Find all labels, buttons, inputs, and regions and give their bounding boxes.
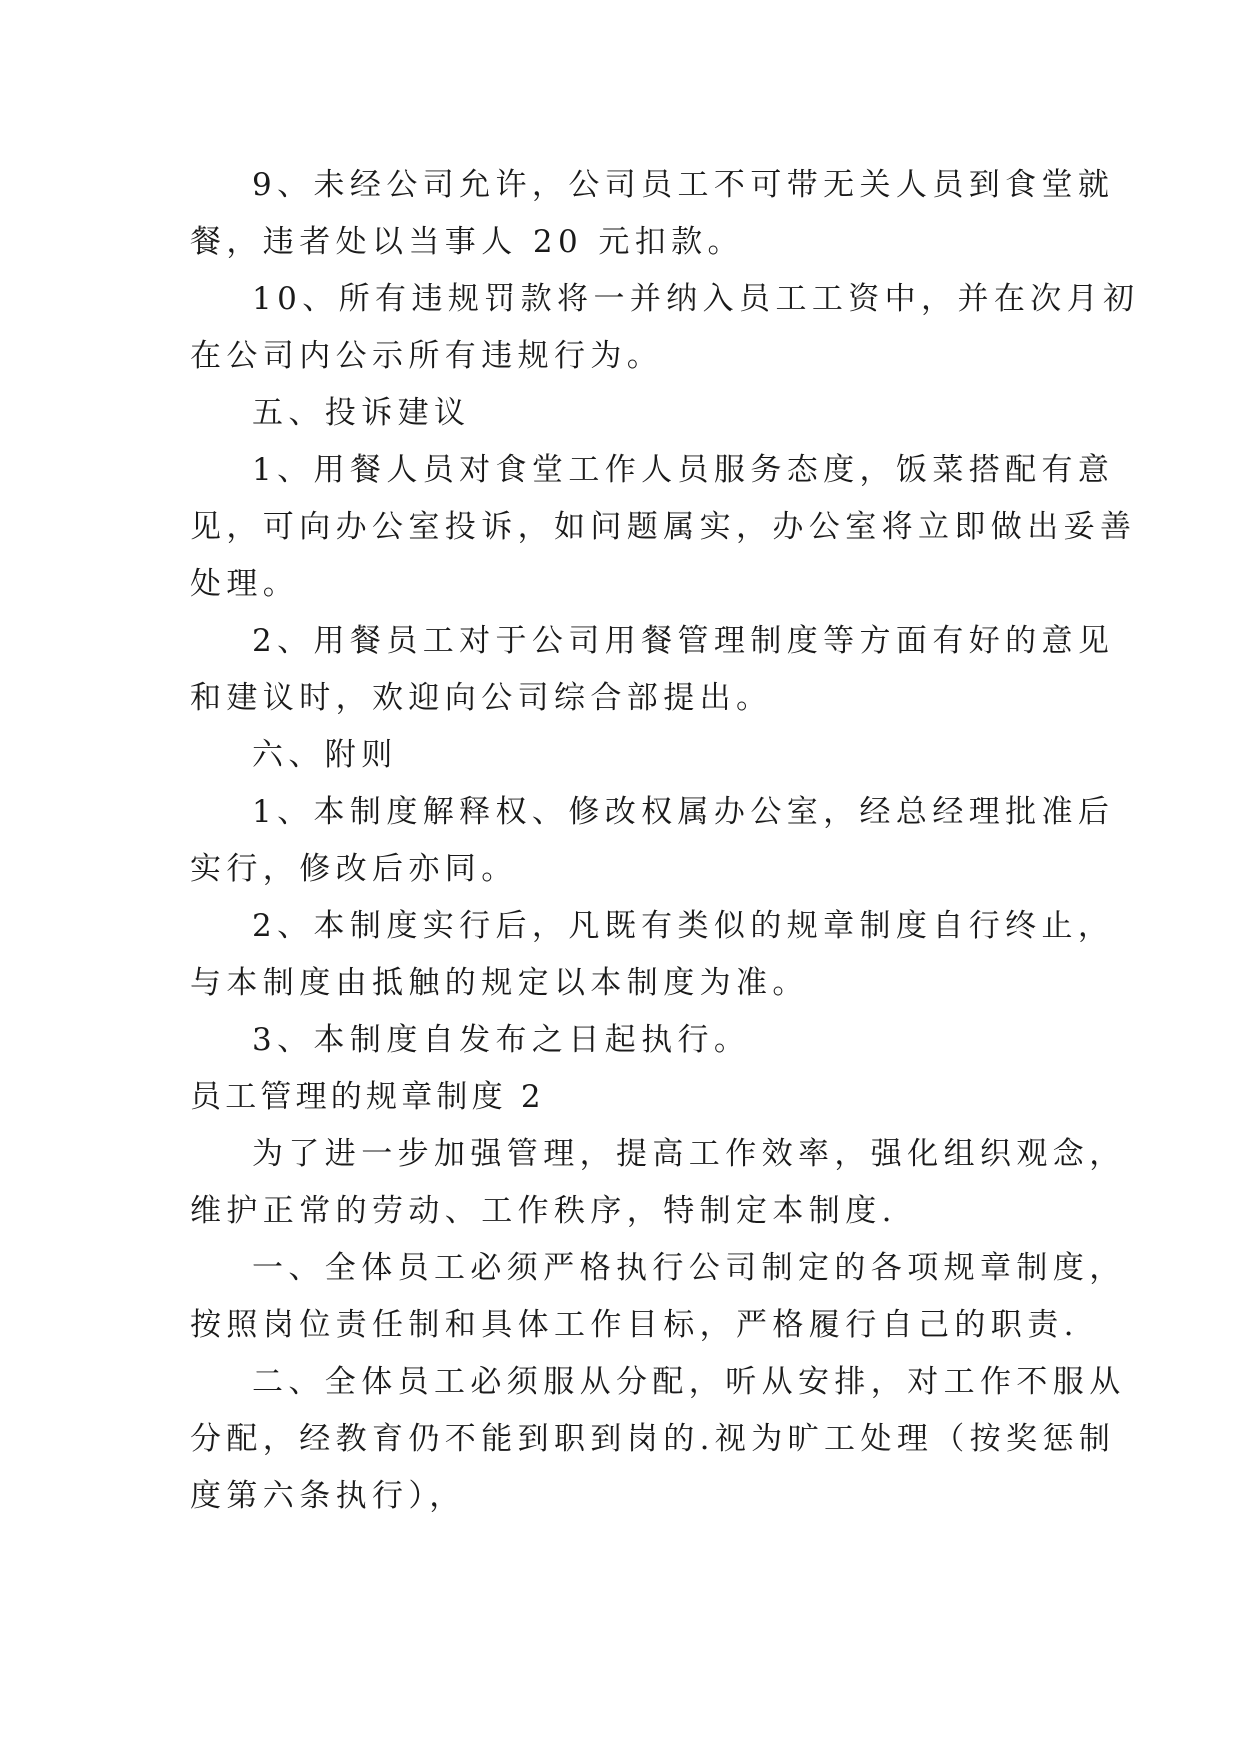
- paragraph-line: 1、用餐人员对食堂工作人员服务态度，饭菜搭配有意: [252, 452, 1115, 488]
- paragraph-line: 与本制度由抵触的规定以本制度为准。: [190, 965, 809, 1001]
- paragraph-line: 3、本制度自发布之日起执行。: [252, 1022, 751, 1058]
- paragraph-line: 处理。: [190, 566, 300, 602]
- paragraph-line: 二、全体员工必须服从分配，听从安排，对工作不服从: [252, 1364, 1126, 1400]
- paragraph-line: 维护正常的劳动、工作秩序，特制定本制度.: [190, 1193, 897, 1229]
- section-heading: 五、投诉建议: [252, 395, 471, 431]
- paragraph-line: 餐，违者处以当事人 20 元扣款。: [190, 224, 744, 260]
- paragraph-line: 9、未经公司允许，公司员工不可带无关人员到食堂就: [252, 167, 1115, 203]
- paragraph-line: 10、所有违规罚款将一并纳入员工工资中，并在次月初: [252, 281, 1140, 317]
- paragraph-line: 见，可向办公室投诉，如问题属实，办公室将立即做出妥善: [190, 509, 1137, 545]
- paragraph-line: 2、用餐员工对于公司用餐管理制度等方面有好的意见: [252, 623, 1115, 659]
- paragraph-line: 为了进一步加强管理，提高工作效率，强化组织观念，: [252, 1136, 1126, 1172]
- document-title: 员工管理的规章制度 2: [190, 1079, 545, 1115]
- paragraph-line: 在公司内公示所有违规行为。: [190, 338, 664, 374]
- paragraph-line: 按照岗位责任制和具体工作目标，严格履行自己的职责.: [190, 1307, 1079, 1343]
- paragraph-line: 实行，修改后亦同。: [190, 851, 518, 887]
- paragraph-line: 和建议时，欢迎向公司综合部提出。: [190, 680, 773, 716]
- paragraph-line: 1、本制度解释权、修改权属办公室，经总经理批准后: [252, 794, 1115, 830]
- paragraph-line: 一、全体员工必须严格执行公司制定的各项规章制度，: [252, 1250, 1126, 1286]
- paragraph-line: 分配，经教育仍不能到职到岗的.视为旷工处理（按奖惩制: [190, 1421, 1116, 1457]
- paragraph-line: 度第六条执行），: [190, 1478, 466, 1514]
- section-heading: 六、附则: [252, 737, 398, 773]
- paragraph-line: 2、本制度实行后，凡既有类似的规章制度自行终止，: [252, 908, 1115, 944]
